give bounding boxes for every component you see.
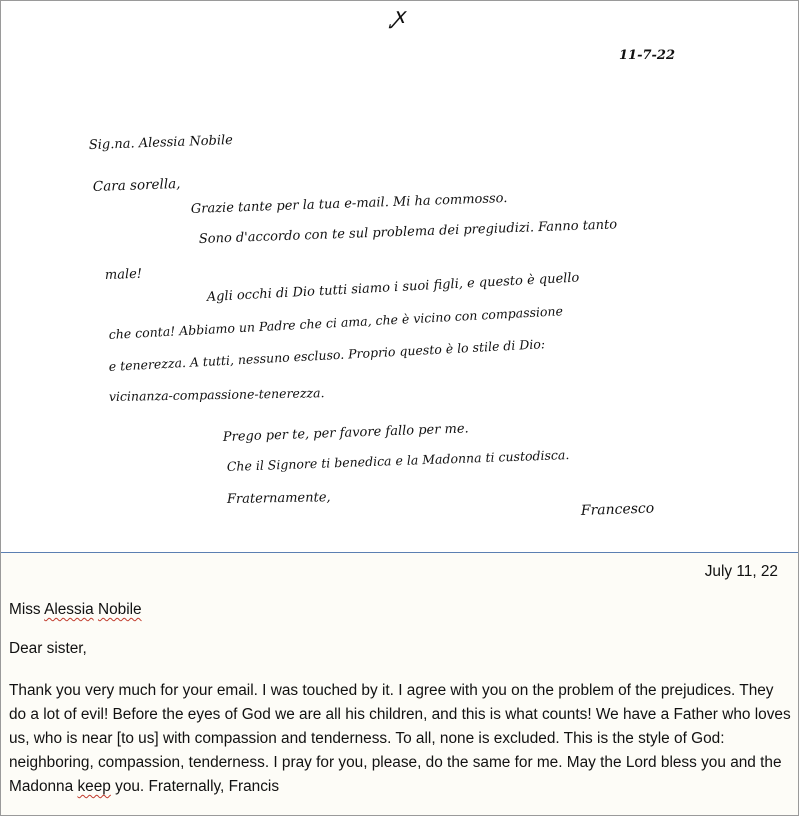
hw-signature: Francesco xyxy=(580,500,655,519)
hw-line-2: Cara sorella, xyxy=(92,175,181,195)
hw-line-11: Che il Signore ti benedica e la Madonna ti custodisca. xyxy=(226,447,570,474)
translation-salutation xyxy=(9,601,142,619)
body-keep-word: keep xyxy=(77,778,111,795)
hw-line-10: Prego per te, per favore fallo per me. xyxy=(222,421,469,445)
hw-line-1: Sig.na. Alessia Nobile xyxy=(88,132,234,153)
hw-line-5: male! xyxy=(104,266,143,283)
hw-line-6: Agli occhi di Dio tutti siamo i suoi figli, e questo è quello xyxy=(206,270,580,305)
hw-line-7: che conta! Abbiamo un Padre che ci ama, che è vicino con compassione xyxy=(108,303,564,342)
typed-translation xyxy=(1,553,798,815)
salutation-name-last: Nobile xyxy=(97,601,142,618)
hw-line-8: e tenerezza. A tutti, nessuno escluso. Proprio questo è lo stile di Dio: xyxy=(108,336,546,374)
translation-greeting: Dear sister, xyxy=(9,640,87,657)
header-mark: ꭙ xyxy=(393,4,405,29)
handwritten-letter-scan xyxy=(1,1,798,552)
handwriting-canvas xyxy=(1,1,798,552)
handwritten-date: 11-7-22 xyxy=(619,48,676,63)
hw-line-9: vicinanza-compassione-tenerezza. xyxy=(108,385,325,404)
body-part-1: Thank you very much for your email. I was touched by it. I agree with you on the problem of the prejudices. They do a lot of evil! Before the eyes of God we are all his children, and this is what counts! We have a Father who loves us, who is near [to us] with compassion and tenderness. To all, none is excluded. This is the style of God: neighboring, compassion, tenderness. I pray for you, please, do the same for me. May the Lord bless you and the Madonna xyxy=(9,682,791,795)
hw-line-4: Sono d'accordo con te sul problema dei pregiudizi. Fanno tanto xyxy=(198,217,618,247)
translation-body xyxy=(9,679,791,799)
hw-line-3: Grazie tante per la tua e-mail. Mi ha commosso. xyxy=(190,190,508,217)
translation-date: July 11, 22 xyxy=(704,563,778,580)
body-part-2: you. Fraternally, Francis xyxy=(110,778,280,795)
salutation-name-first: Alessia xyxy=(44,601,94,618)
salutation-prefix: Miss xyxy=(9,601,45,618)
hw-line-12: Fraternamente, xyxy=(226,490,331,507)
